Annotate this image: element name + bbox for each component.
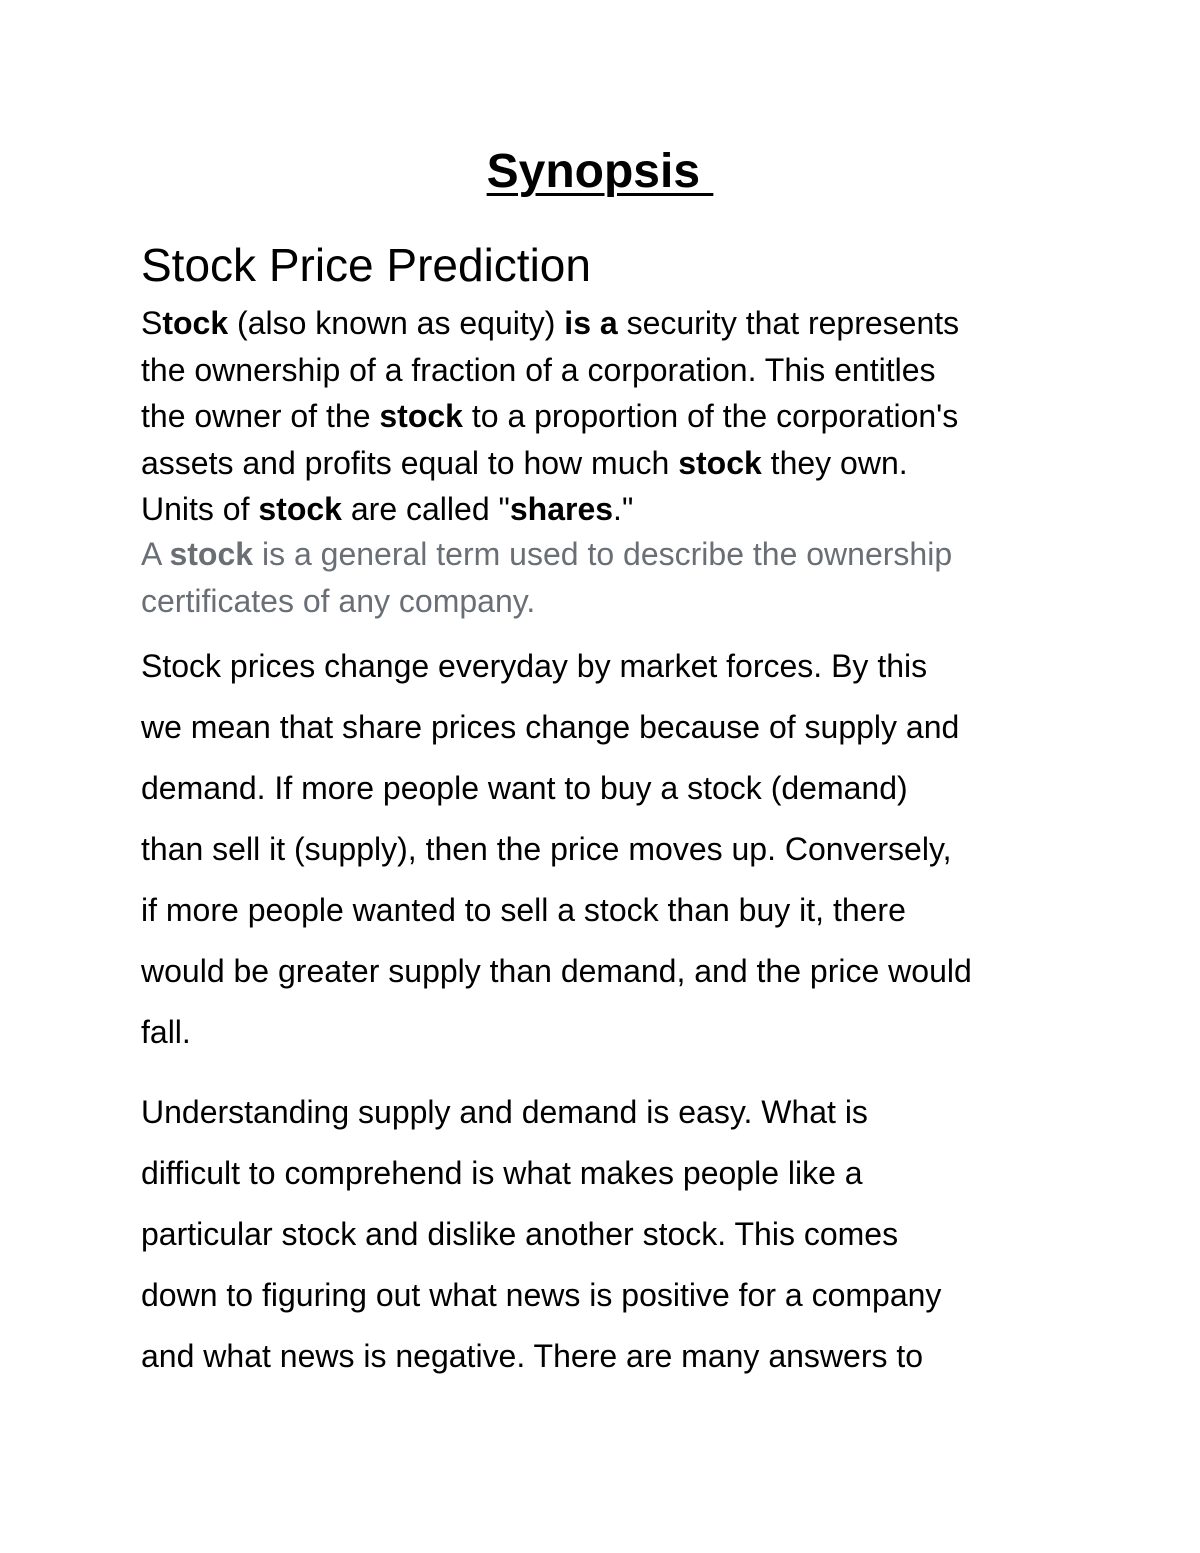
text-run: are called " [341,491,510,527]
text-run: (also known as equity) [228,305,565,341]
text-line: certificates of any company. [141,582,536,619]
bold-term: shares [509,491,614,527]
text-line: down to figuring out what news is positive for a company [141,1277,942,1313]
text-line: demand. If more people want to buy a stock (demand) [141,770,908,806]
text-line [141,300,1071,347]
text-run: Units of [141,491,259,527]
text-line [141,440,1071,487]
bold-term: stock [678,444,762,481]
text-line: fall. [141,1014,191,1050]
paragraph-supply-demand [141,1082,1071,1387]
text-line: Stock prices change everyday by market forces. By this [141,648,928,684]
bold-term: stock [379,398,463,434]
text-line: the ownership of a fraction of a corporation. This entitles [141,351,936,388]
text-line: than sell it (supply), then the price moves up. Conversely, [141,831,952,867]
text-line: if more people wanted to sell a stock than buy it, there [141,892,906,928]
text-run: to a proportion of the corporation's [462,398,959,434]
text-run: S [141,305,163,341]
text-line [141,531,1071,578]
section-heading: Stock Price Prediction [141,239,591,291]
text-line: we mean that share prices change because of supply and [141,709,960,745]
text-run: security that represents [617,305,960,341]
text-line: and what news is negative. There are many answers to [141,1338,924,1374]
text-run: is a general term used to describe the ownership [253,536,953,572]
paragraph-market-forces [141,636,1071,1063]
text-line: difficult to comprehend is what makes people like a [141,1155,863,1191]
document-title [0,140,1200,204]
paragraph-stock-general-term [141,531,1071,624]
text-line [141,486,1071,533]
bold-term: is a [564,305,618,341]
bold-term: tock [162,305,229,341]
text-line: would be greater supply than demand, and the price would [141,953,972,989]
text-run: assets and profits equal to how much [141,444,679,481]
bold-term: stock [169,536,254,572]
text-line [141,393,1071,440]
text-run: they own. [761,444,908,481]
text-line: Understanding supply and demand is easy. What is [141,1094,868,1130]
text-line: particular stock and dislike another stock. This comes [141,1216,899,1252]
bold-term: stock [258,491,342,527]
text-run: A [141,536,170,572]
text-run: the owner of the [141,398,380,434]
paragraph-stock-definition [141,300,1071,533]
text-run: ." [613,491,634,527]
document-title-text: Synopsis [486,145,714,198]
